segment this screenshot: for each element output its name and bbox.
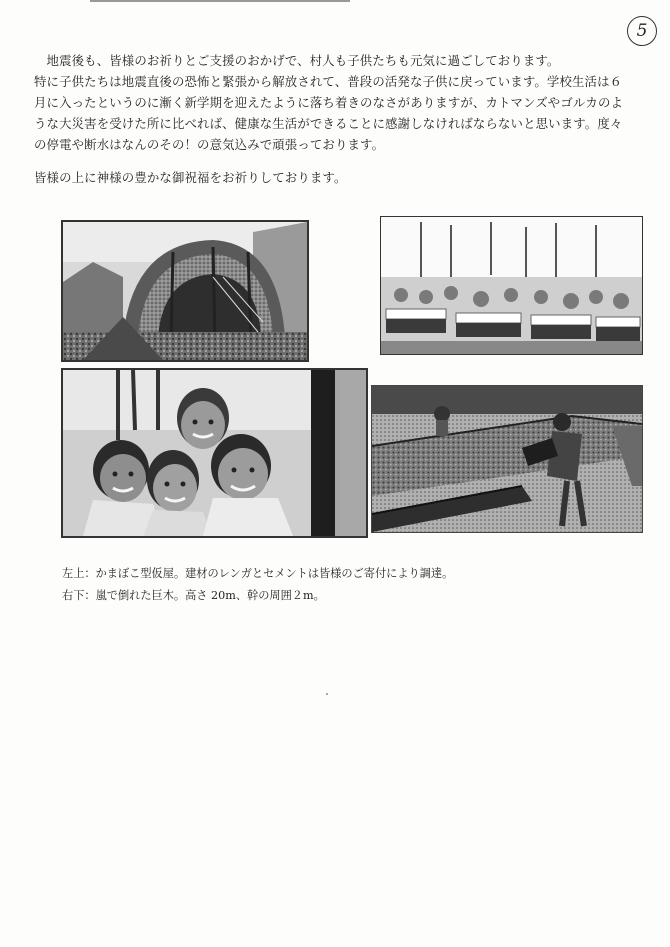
stray-mark bbox=[326, 693, 328, 695]
caption-bottom-right: 右下：嵐で倒れた巨木。高さ 20m、幹の周囲２m。 bbox=[62, 589, 325, 602]
caption-top-left: 左上：かまぼこ型仮屋。建材のレンガとセメントは皆様のご寄付により調達。 bbox=[62, 567, 454, 580]
paragraph-1: 地震後も、皆様のお祈りとご支援のおかげで、村人も子供たちも元気に過ごしております。 bbox=[34, 53, 560, 68]
paragraph-2: 特に子供たちは地震直後の恐怖と緊張から解放されて、普段の活発な子供に戻っています。学校生活は６月に入ったというのに漸く新学期を迎えたように落ち着きのなさがありますが、カトマンズやゴルカのような大災害を受けた所に比べれば、健康な生活ができることに感謝しなければならないと思います。度々の停電や断水はなんのその！の意気込みで頑張っております。 bbox=[34, 74, 624, 152]
photo-quonset-hut bbox=[61, 220, 309, 362]
photo-captions bbox=[62, 563, 453, 607]
photo-children bbox=[61, 368, 368, 538]
page-number-circled: 5 bbox=[627, 16, 657, 46]
photo-fallen-tree bbox=[371, 385, 643, 533]
blessing-line: 皆様の上に神様の豊かな御祝福をお祈りしております。 bbox=[34, 170, 347, 185]
photo-classroom bbox=[380, 216, 643, 355]
letter-body bbox=[34, 50, 634, 188]
top-edge-line bbox=[90, 0, 350, 2]
